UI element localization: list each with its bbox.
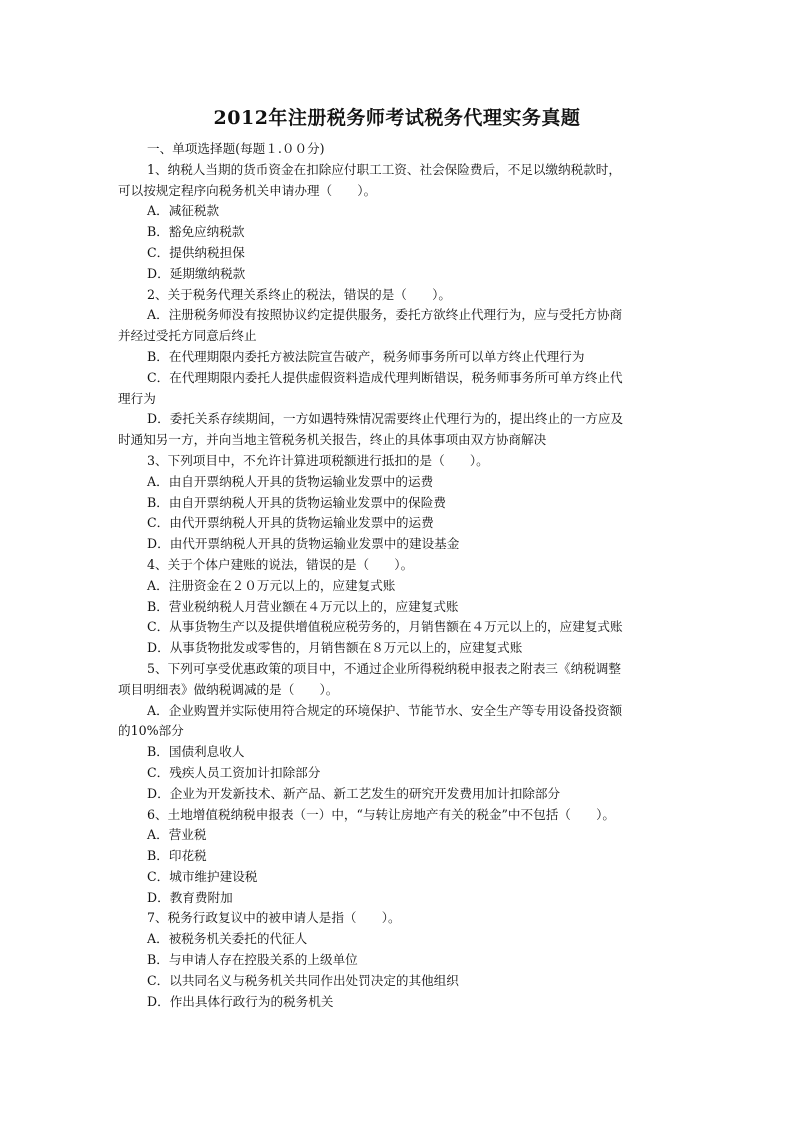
text-line: 5、下列可享受优惠政策的项目中，不通过企业所得税纳税申报表之附表三《纳税调整 <box>147 660 621 676</box>
text-line: B．国债利息收人 <box>147 744 245 760</box>
text-line: 的10%部分 <box>118 723 184 739</box>
text-line: 7、税务行政复议中的被申请人是指（ ）。 <box>147 910 401 926</box>
text-line: C．从事货物生产以及提供增值税应税劳务的，月销售额在４万元以上的，应建复式账 <box>147 619 623 635</box>
text-line: C．城市维护建设税 <box>147 868 258 884</box>
text-line: C．以共同名义与税务机关共同作出处罚决定的其他组织 <box>147 972 459 988</box>
document-body <box>118 139 678 1012</box>
text-line: A．注册税务师没有按照协议约定提供服务，委托方欲终止代理行为，应与受托方协商 <box>147 307 623 323</box>
text-line: 可以按规定程序向税务机关申请办理（ ）。 <box>118 182 377 198</box>
text-line: 4、关于个体户建账的说法，错误的是（ ）。 <box>147 556 414 572</box>
text-line: A．注册资金在２０万元以上的，应建复式账 <box>147 577 396 593</box>
text-line: 并经过受托方同意后终止 <box>118 328 257 344</box>
text-line: C．提供纳税担保 <box>147 244 245 260</box>
text-line: C．由代开票纳税人开具的货物运输业发票中的运费 <box>147 515 434 531</box>
text-line: A．由自开票纳税人开具的货物运输业发票中的运费 <box>147 473 434 489</box>
text-line: 1、纳税人当期的货币资金在扣除应付职工工资、社会保险费后，不足以缴纳税款时， <box>147 161 621 177</box>
text-line: D．延期缴纳税款 <box>147 265 246 281</box>
text-line: D．从事货物批发或零售的，月销售额在８万元以上的，应建复式账 <box>147 640 523 656</box>
text-line: B．与申请人存在控股关系的上级单位 <box>147 952 358 968</box>
text-line: B．豁免应纳税款 <box>147 224 245 240</box>
text-line: C．残疾人员工资加计扣除部分 <box>147 764 321 780</box>
text-line: B．由自开票纳税人开具的货物运输业发票中的保险费 <box>147 494 446 510</box>
text-line: 项目明细表》做纳税调减的是（ ）。 <box>118 681 339 697</box>
text-line: D．由代开票纳税人开具的货物运输业发票中的建设基金 <box>147 536 460 552</box>
text-line: A．企业购置并实际使用符合规定的环境保护、节能节水、安全生产等专用设备投资额 <box>147 702 623 718</box>
text-line: D．企业为开发新技术、新产品、新工艺发生的研究开发费用加计扣除部分 <box>147 785 561 801</box>
text-line: 2、关于税务代理关系终止的税法，错误的是（ ）。 <box>147 286 451 302</box>
text-line: A．减征税款 <box>147 203 220 219</box>
text-line: 一、单项选择题(每题１.００分) <box>147 141 325 156</box>
text-line: D．教育费附加 <box>147 889 233 905</box>
text-line: 6、土地增值税纳税申报表（一）中，“与转让房地产有关的税金”中不包括（ ）。 <box>147 806 615 822</box>
text-line: B．印花税 <box>147 848 207 864</box>
text-line: D．作出具体行政行为的税务机关 <box>147 993 334 1009</box>
text-line: 3、下列项目中，不允许计算进项税额进行抵扣的是（ ）。 <box>147 452 489 468</box>
text-line: B．营业税纳税人月营业额在４万元以上的，应建复式账 <box>147 598 459 614</box>
text-line: C．在代理期限内委托人提供虚假资料造成代理判断错误，税务师事务所可单方终止代 <box>147 369 623 385</box>
text-line: D．委托关系存续期间，一方如遇特殊情况需要终止代理行为的，提出终止的一方应及 <box>147 411 624 427</box>
text-line: A．营业税 <box>147 827 207 843</box>
text-line: 时通知另一方，并向当地主管税务机关报告，终止的具体事项由双方协商解决 <box>118 432 547 448</box>
text-line: A．被税务机关委托的代征人 <box>147 931 308 947</box>
document-title: 2012年注册税务师考试税务代理实务真题 <box>213 107 581 129</box>
text-line: B．在代理期限内委托方被法院宣告破产，税务师事务所可以单方终止代理行为 <box>147 348 585 364</box>
text-line: 理行为 <box>118 390 156 406</box>
